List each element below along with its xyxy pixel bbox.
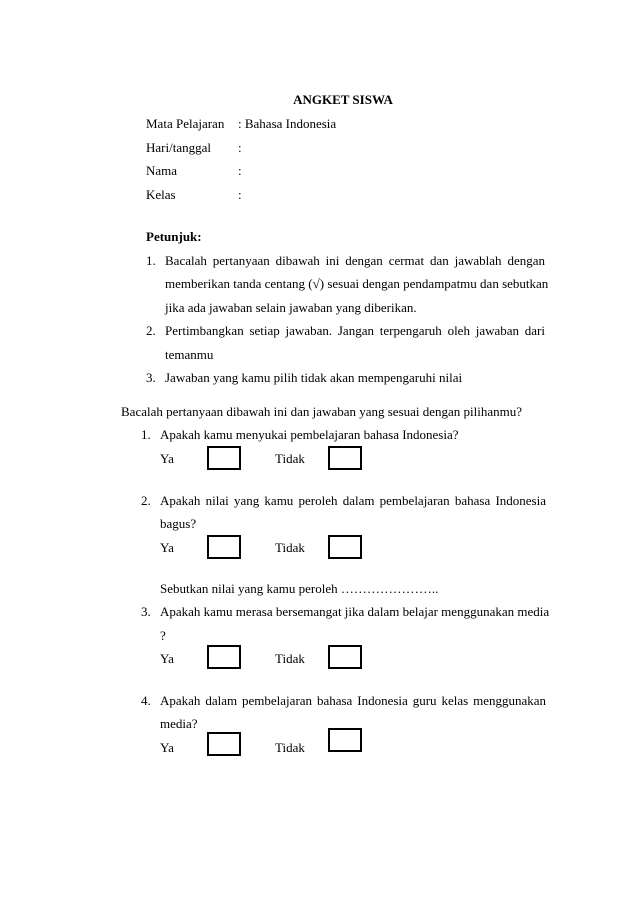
question-number: 3. <box>141 604 151 619</box>
instructions-heading: Petunjuk: <box>146 229 202 244</box>
yes-label: Ya <box>160 651 174 666</box>
instruction-line: temanmu <box>165 347 214 362</box>
class-label: Kelas <box>146 187 176 202</box>
no-checkbox[interactable] <box>328 645 362 669</box>
no-label: Tidak <box>275 540 305 555</box>
yes-checkbox[interactable] <box>207 645 241 669</box>
question-number: 4. <box>141 693 151 708</box>
question-text: bagus? <box>160 516 197 531</box>
instruction-line: Bacalah pertanyaan dibawah ini dengan cermat dan jawablah dengan <box>165 253 545 268</box>
question-number: 2. <box>141 493 151 508</box>
no-label: Tidak <box>275 740 305 755</box>
instruction-number: 1. <box>146 253 156 268</box>
yes-label: Ya <box>160 740 174 755</box>
question-text: Apakah kamu merasa bersemangat jika dalam belajar menggunakan media <box>160 604 550 619</box>
no-label: Tidak <box>275 651 305 666</box>
no-checkbox[interactable] <box>328 535 362 559</box>
name-label: Nama <box>146 163 178 178</box>
yes-label: Ya <box>160 451 174 466</box>
yes-label: Ya <box>160 540 174 555</box>
instruction-line: jika ada jawaban selain jawaban yang diberikan. <box>165 300 417 315</box>
question-text: Apakah dalam pembelajaran bahasa Indonesia guru kelas menggunakan <box>160 693 546 708</box>
yes-checkbox[interactable] <box>207 732 241 756</box>
instruction-line: Jawaban yang kamu pilih tidak akan mempengaruhi nilai <box>165 370 463 385</box>
instruction-line: Pertimbangkan setiap jawaban. Jangan terpengaruh oleh jawaban dari <box>165 323 545 338</box>
instruction-line: memberikan tanda centang (√) sesuai dengan pendampatmu dan sebutkan <box>165 276 549 291</box>
no-checkbox[interactable] <box>328 728 362 752</box>
yes-checkbox[interactable] <box>207 446 241 470</box>
question-text: Apakah nilai yang kamu peroleh dalam pembelajaran bahasa Indonesia <box>160 493 546 508</box>
class-value: : <box>238 187 242 202</box>
question-text: Apakah kamu menyukai pembelajaran bahasa Indonesia? <box>160 427 459 442</box>
name-value: : <box>238 163 242 178</box>
subject-label: Mata Pelajaran <box>146 116 225 131</box>
no-label: Tidak <box>275 451 305 466</box>
question-number: 1. <box>141 427 151 442</box>
subject-value: : Bahasa Indonesia <box>238 116 337 131</box>
date-value: : <box>238 140 242 155</box>
instruction-number: 2. <box>146 323 156 338</box>
yes-checkbox[interactable] <box>207 535 241 559</box>
page-title: ANGKET SISWA <box>293 92 393 107</box>
instruction-number: 3. <box>146 370 156 385</box>
no-checkbox[interactable] <box>328 446 362 470</box>
score-followup: Sebutkan nilai yang kamu peroleh ………………….. <box>160 581 439 596</box>
questions-prompt: Bacalah pertanyaan dibawah ini dan jawaban yang sesuai dengan pilihanmu? <box>121 404 523 419</box>
date-label: Hari/tanggal <box>146 140 211 155</box>
question-text: media? <box>160 716 198 731</box>
question-text: ? <box>160 628 166 643</box>
